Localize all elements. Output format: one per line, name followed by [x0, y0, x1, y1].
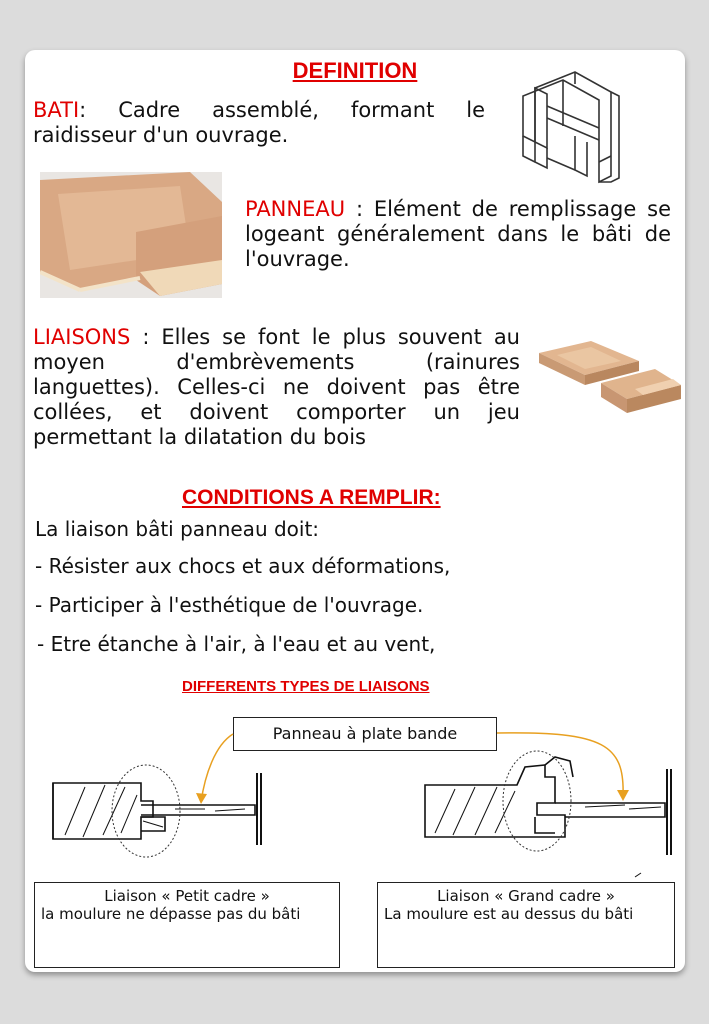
bati-term: BATI: [33, 98, 80, 122]
condition-item-2: - Participer à l'esthétique de l'ouvrage.: [35, 593, 424, 617]
liaisons-definition: [33, 325, 520, 450]
types-title: DIFFERENTS TYPES DE LIAISONS: [182, 678, 430, 695]
petit-cadre-text: la moulure ne dépasse pas du bâti: [41, 905, 301, 923]
panneau-text: : Elément de remplissage se logeant généralement dans le bâti de l'ouvrage.: [245, 197, 671, 271]
conditions-intro: La liaison bâti panneau doit:: [35, 517, 320, 541]
slide-card: [25, 50, 685, 972]
callout-text: Panneau à plate bande: [272, 724, 458, 743]
liaisons-text: : Elles se font le plus souvent au moyen d'embrèvements (rainures languettes). Celles-ci ne doivent pas être collées, et doivent comporter un jeu permettant la dilatation du bois: [33, 325, 520, 449]
panel-photo: [40, 172, 222, 298]
petit-cadre-caption: [34, 882, 340, 968]
bati-definition: [33, 98, 485, 148]
liaisons-term: LIAISONS: [33, 325, 131, 349]
condition-item-3: - Etre étanche à l'air, à l'eau et au vent,: [37, 632, 436, 656]
grand-cadre-caption: [377, 882, 675, 968]
condition-item-1: - Résister aux chocs et aux déformations,: [35, 554, 451, 578]
petit-cadre-title: Liaison « Petit cadre »: [104, 887, 270, 905]
conditions-title: CONDITIONS A REMPLIR:: [182, 486, 441, 509]
joint-photo: [535, 333, 683, 423]
grand-cadre-text: La moulure est au dessus du bâti: [384, 905, 634, 923]
frame-illustration: [515, 66, 627, 186]
grand-cadre-drawing: [425, 757, 671, 877]
grand-cadre-title: Liaison « Grand cadre »: [437, 887, 615, 905]
bati-text: : Cadre assemblé, formant le raidisseur d'un ouvrage.: [33, 98, 485, 147]
panneau-definition: [245, 197, 671, 272]
petit-cadre-drawing: [53, 773, 261, 845]
panneau-term: PANNEAU: [245, 197, 346, 221]
definition-title: DEFINITION: [292, 58, 418, 83]
joint-drawings: [25, 705, 685, 885]
